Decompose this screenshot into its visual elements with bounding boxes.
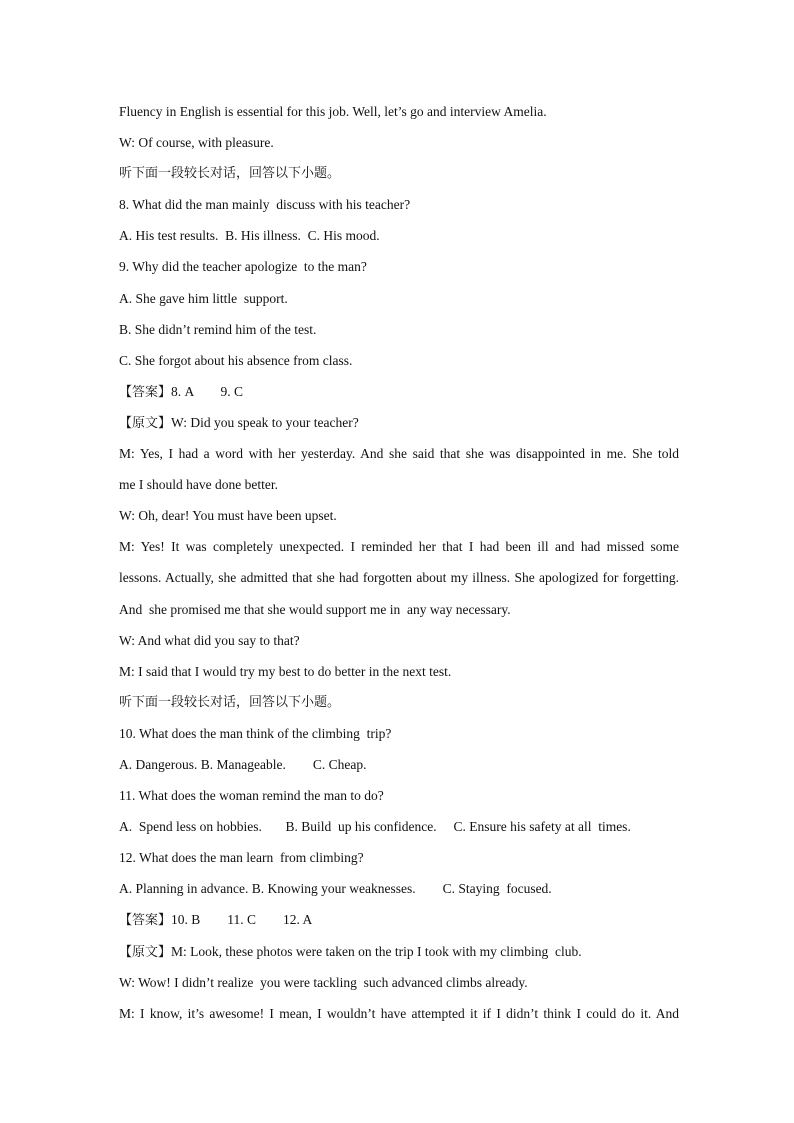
- transcript-line: M: Yes, I had a word with her yesterday. And she said that she was disappointed in me. She told: [119, 446, 679, 462]
- transcript-line: lessons. Actually, she admitted that she had forgotten about my illness. She apologized for forgetting.: [119, 570, 679, 586]
- transcript-label: 【原文】: [119, 944, 172, 960]
- transcript-line: [119, 412, 679, 443]
- answer-line: [119, 909, 679, 940]
- question-line: 8. What did the man mainly discuss with his teacher?: [119, 197, 411, 213]
- transcript-line: W: Oh, dear! You must have been upset.: [119, 508, 337, 524]
- transcript-line: W: Wow! I didn’t realize you were tackling such advanced climbs already.: [119, 974, 528, 990]
- question-line: 12. What does the man learn from climbing?: [119, 850, 364, 866]
- option-line: B. She didn’t remind him of the test.: [119, 321, 317, 337]
- options-line: A. Dangerous. B. Manageable. C. Cheap.: [119, 756, 367, 772]
- transcript-line: M: I know, it’s awesome! I mean, I wouldn’t have attempted it if I didn’t think I could do it. And: [119, 1005, 679, 1021]
- question-line: 10. What does the man think of the climbing trip?: [119, 725, 392, 741]
- transcript-text: W: Did you speak to your teacher?: [171, 414, 359, 430]
- section-instruction: 听下面一段较长对话，回答以下小题。: [119, 694, 341, 710]
- transcript-text: M: Look, these photos were taken on the trip I took with my climbing club.: [171, 943, 582, 959]
- text-line: W: Of course, with pleasure.: [119, 135, 274, 151]
- options-line: A. Spend less on hobbies. B. Build up his confidence. C. Ensure his safety at all times.: [119, 819, 631, 835]
- transcript-line: W: And what did you say to that?: [119, 632, 300, 648]
- option-line: A. She gave him little support.: [119, 290, 288, 306]
- options-line: A. His test results. B. His illness. C. His mood.: [119, 228, 380, 244]
- transcript-label: 【原文】: [119, 415, 172, 431]
- question-line: 9. Why did the teacher apologize to the man?: [119, 259, 367, 275]
- transcript-line: me I should have done better.: [119, 477, 278, 493]
- answer-label: 【答案】: [119, 913, 172, 929]
- transcript-line: [119, 941, 679, 972]
- option-line: C. She forgot about his absence from class.: [119, 352, 353, 368]
- transcript-line: M: Yes! It was completely unexpected. I reminded her that I had been ill and had missed some: [119, 539, 679, 555]
- question-line: 11. What does the woman remind the man to do?: [119, 788, 384, 804]
- section-instruction: 听下面一段较长对话，回答以下小题。: [119, 166, 341, 182]
- answer-text: 8. A 9. C: [171, 383, 244, 399]
- answer-text: 10. B 11. C 12. A: [171, 912, 313, 928]
- document-body: [119, 101, 679, 1034]
- options-line: A. Planning in advance. B. Knowing your weaknesses. C. Staying focused.: [119, 881, 552, 897]
- transcript-line: And she promised me that she would support me in any way necessary.: [119, 601, 511, 617]
- answer-label: 【答案】: [119, 384, 172, 400]
- answer-line: [119, 381, 679, 412]
- transcript-line: M: I said that I would try my best to do better in the next test.: [119, 663, 452, 679]
- text-line: Fluency in English is essential for this job. Well, let’s go and interview Amelia.: [119, 104, 547, 119]
